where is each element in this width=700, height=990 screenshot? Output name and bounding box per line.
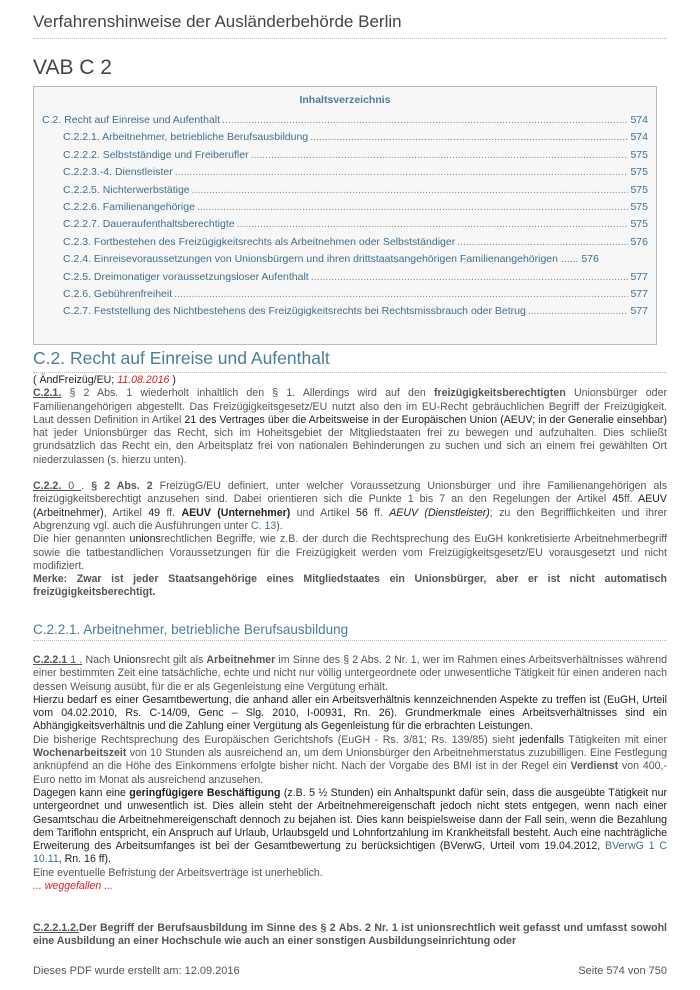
page-number: Seite 574 von 750: [578, 965, 667, 977]
paragraph-c221-5: Eine eventuelle Befristung der Arbeitsverträge ist unerheblich.: [33, 866, 323, 879]
section-c2-body: [33, 374, 667, 600]
toc-item[interactable]: C.2.2.6. Familienangehörige ..... 575: [42, 199, 648, 216]
page: [33, 0, 667, 990]
toc-page: 574: [630, 114, 648, 126]
toc-item[interactable]: C.2.4. Einreisevoraussetzungen von Unionsbürgern und ihren drittstaatsangehörigen Familienangehörigen ...... 576: [63, 253, 599, 266]
amendment-note: ( ÄndFreizüg/EU; 11.08.2016 ): [33, 374, 176, 386]
paragraph-c221-1: C.2.2.1 1 . Nach Unionsrecht gilt als Arbeitnehmer im Sinne des § 2 Abs. 2 Nr. 1, wer im Rahmen eines Arbeitsverhältnisses während einer bestimmten Zeit eine tatsächliche, echte und nicht nur völlig untergeordnete oder unwesentliche Tätigkeit für einen anderen nach dessen Weisung ausübt, für die er als Gegenleistung eine Vergütung erhält.: [33, 654, 667, 693]
link-c13[interactable]: C. 13: [250, 519, 277, 532]
toc-item[interactable]: C.2.3. Fortbestehen des Freizügigkeitsrechts als Arbeitnehmen oder Selbstständiger ..... 576: [42, 234, 648, 251]
paragraph-c221-2: Hierzu bedarf es einer Gesamtbewertung, die anhand aller ein Arbeitsverhältnis kennzeichnenden Aspekte zu treffen ist (EuGH, Urteil vom 04.02.2010, Rs. C-14/09, Genc – Slg. 2010, I-00931, Rn. 26). Grundmerkmale eines Arbeitsverhältnisses sind ein Abhängigkeitsverhältnis und die Zahlung einer Vergütung als Gegenleistung für die erbrachten Leistungen.: [33, 693, 667, 733]
toc-item[interactable]: C.2. Recht auf Einreise und Aufenthalt ..... 574: [42, 112, 648, 129]
toc-page: 575: [630, 218, 648, 231]
toc-page: 575: [630, 183, 648, 196]
paragraph-ref[interactable]: C.2.1.: [33, 387, 62, 400]
toc-page: 575: [630, 148, 648, 161]
paragraph-c2-1: C.2.1. § 2 Abs. 1 wiederholt inhaltlich den § 1. Allerdings wird auf den freizügigkeitsberechtigten Unionsbürger oder Familienangehörigen abgestellt. Das Freizügigkeitsgesetz/EU nutzt also den im EU-Recht gebräuchlichen Begriff der Freizügigkeit. Laut dessen Definition in Artikel 21 des Vertrages über die Arbeitsweise in der Europäischen Union (AEUV; in der Generalie einsehbar) hat jeder Unionsbürger das Recht, sich im Hoheitsgebiet der Mitgliedstaaten frei zu bewegen und aufzuhalten. Dies schließt grundsätzlich das Recht ein, den Arbeitsplatz frei von nationalen Behinderungen zu suchen und sich an einem frei gewählten Ort niederzulassen (s. hierzu unten).: [33, 387, 667, 466]
paragraph-merke: Merke: Zwar ist jeder Staatsangehörige eines Mitgliedstaates ein Unionsbürger, aber er ist nicht automatisch freizügigkeitsberechtigt.: [33, 573, 667, 599]
toc-item[interactable]: C.2.2.5. Nichterwerbstätige ..... 575: [42, 182, 648, 199]
paragraph-c221-4: Dagegen kann eine geringfügigere Beschäftigung (z.B. 5 ½ Stunden) ein Anhaltspunkt dafür sein, dass die ausgeübte Tätigkeit nur untergeordnet und unwesentlich ist. Dies allein steht der Arbeitnehmereigenschaft jedoch nicht stets entgegen, wenn nach einer Gesamtschau die Arbeitnehmereigenschaft dennoch zu bejahen ist. Dies kann beispielsweise dann der Fall sein, wenn die Bezahlung dem Tariflohn entspricht, ein Anspruch auf Urlaub, Urlaubsgeld und Lohnfortzahlung im Krankheitsfall besteht. Auch eine nachträgliche Erweiterung des Arbeitsumfanges ist bei der Gesamtbewertung zu berücksichtigen (BVerwG, Urteil vom 19.04.2012, BVerwG 1 C 10.11, Rn. 16 ff).: [33, 786, 667, 866]
toc-list: [42, 112, 648, 321]
toc-item[interactable]: C.2.7. Feststellung des Nichtbestehens des Freizügigkeitsrechts bei Rechtsmissbrauch oder Betrug ..... 577: [42, 303, 648, 320]
toc-page: 576: [630, 235, 648, 248]
toc-item[interactable]: C.2.2.7. Daueraufenthaltsberechtigte ..... 575: [42, 216, 648, 233]
toc-item[interactable]: C.2.6. Gebührenfreiheit ..... 577: [42, 286, 648, 303]
toc-page: 576: [581, 253, 599, 266]
toc-page: 575: [630, 201, 648, 214]
document-title: VAB C 2: [33, 56, 112, 79]
toc-item[interactable]: C.2.2.1. Arbeitnehmer, betriebliche Berufsausbildung ..... 574: [42, 129, 648, 146]
toc-page: 577: [630, 270, 648, 283]
section-c221-body: [33, 654, 667, 893]
toc-page: 575: [630, 166, 648, 179]
paragraph-c2-2: C.2.2. 0 . § 2 Abs. 2 FreizügG/EU definiert, unter welcher Voraussetzung Unionsbürger und ihre Familienangehörigen als freizügigkeitsberechtigt anzusehen sind. Dabei orientieren sich die Punkte 1 bis 7 an den Regelungen der Artikel 45ff. AEUV (Arbeitnehmer), Artikel 49 ff. AEUV (Unternehmer) und Artikel 56 ff. AEUV (Dienstleister); zu den Begrifflichkeiten und ihrer Abgrenzung vgl. auch die Ausführungen unter C. 13).: [33, 480, 667, 532]
page-footer: [33, 965, 667, 977]
toc-heading: Inhaltsverzeichnis: [299, 94, 391, 106]
paragraph-ref[interactable]: C.2.2.: [33, 480, 62, 493]
toc-item[interactable]: C.2.5. Dreimonatiger voraussetzungsloser Aufenthalt ..... 577: [42, 269, 648, 286]
paragraph-ref[interactable]: C.2.2.1.2.: [33, 922, 79, 934]
toc-item[interactable]: C.2.2.2. Selbstständige und Freiberufler ..... 575: [42, 147, 648, 164]
toc-page: 577: [630, 288, 648, 301]
section-heading-c221: C.2.2.1. Arbeitnehmer, betriebliche Berufsausbildung: [33, 622, 667, 641]
paragraph-c221-3: Die bisherige Rechtsprechung des Europäischen Gerichtshofs (EuGH - Rs. 3/81; Rs. 139/85) sieht jedenfalls Tätigkeiten mit einer Wochenarbeitszeit von 10 Stunden als ausreichend an, um dem Unionsbürger den Arbeitnehmerstatus zuzubilligen. Eine Festlegung anknüpfend an die Höhe des Einkommens erfolgte bisher nicht. Nach der Vorgabe des BMI ist in der Regel ein Verdienst von 400,- Euro netto im Monat als ausreichend anzusehen.: [33, 733, 667, 786]
paragraph-c2-3: Die hier genannten unionsrechtlichen Begriffe, wie z.B. der durch die Rechtsprechung des EuGH konkretisierte Arbeitnehmerbegriff sowie die tatbestandlichen Voraussetzungen für die Freizügigkeit werden vom Freizügigkeitsgesetz/EU vorausgesetzt und nicht modifiziert.: [33, 533, 668, 572]
removed-note: ... weggefallen ...: [33, 880, 114, 893]
link-bverwg[interactable]: BVerwG 1 C 10.11: [33, 840, 667, 866]
toc-page: 577: [630, 305, 648, 318]
site-header: Verfahrenshinweise der Ausländerbehörde Berlin: [33, 12, 667, 39]
paragraph-c2212: C.2.2.1.2.Der Begriff der Berufsausbildung im Sinne des § 2 Abs. 2 Nr. 1 ist unionsrechtlich weit gefasst und umfasst sowohl eine Ausbildung an einer Hochschule wie auch an einer sonstigen Ausbildungseinrichtung oder: [33, 922, 667, 948]
paragraph-ref[interactable]: C.2.2.1: [33, 654, 68, 666]
creation-date: Dieses PDF wurde erstellt am: 12.09.2016: [33, 965, 240, 977]
section-heading-c2: C.2. Recht auf Einreise und Aufenthalt: [33, 348, 667, 373]
amendment-date[interactable]: 11.08.2016: [117, 374, 170, 386]
toc-page: 574: [630, 131, 648, 144]
table-of-contents: [33, 86, 657, 345]
toc-item[interactable]: C.2.2.3.-4. Dienstleister ..... 575: [42, 164, 648, 181]
